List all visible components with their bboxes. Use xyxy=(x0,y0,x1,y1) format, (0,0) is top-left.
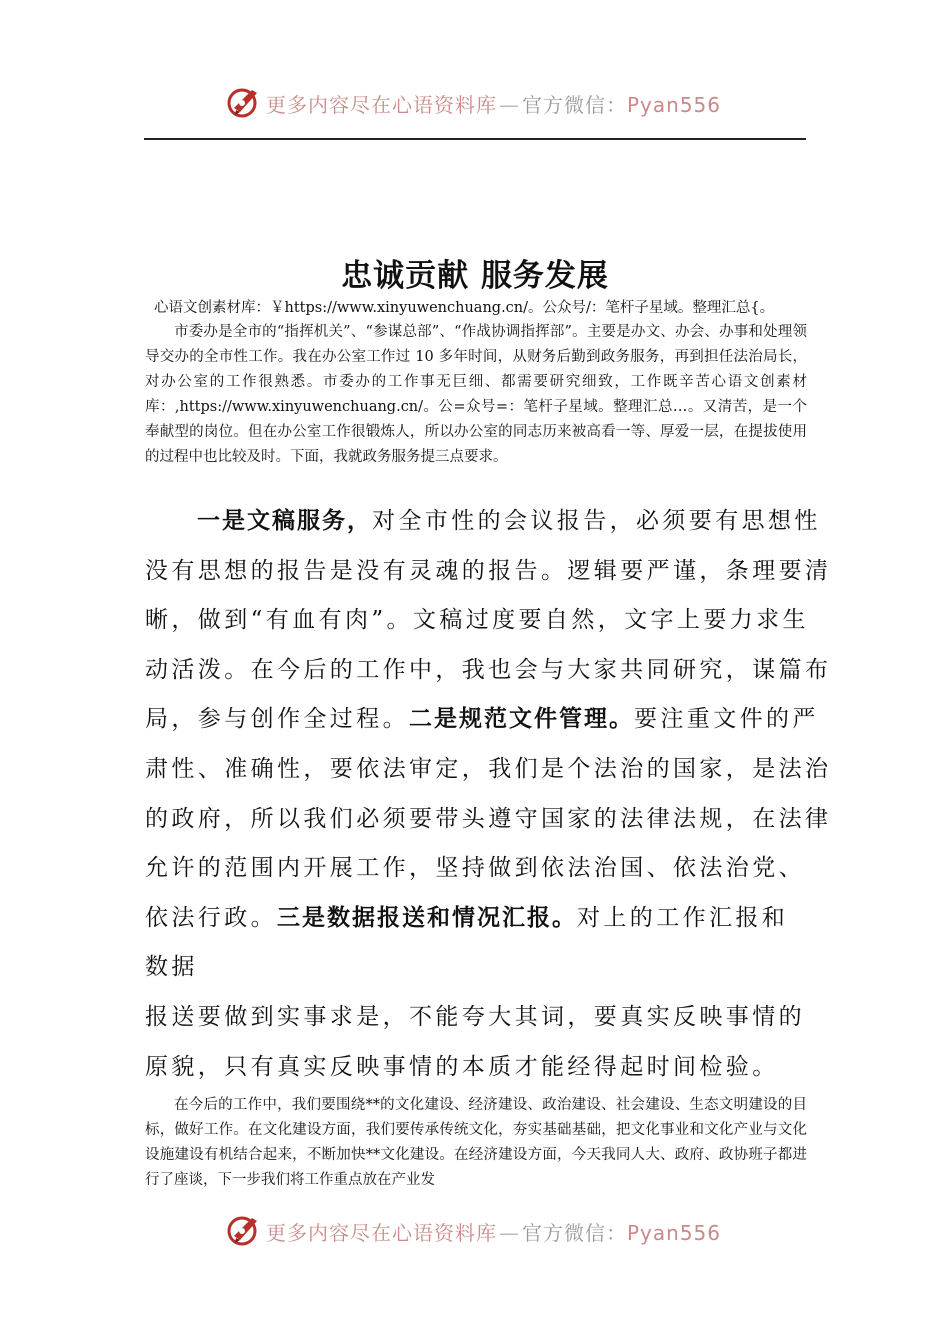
banner-text-cn: 更多内容尽在心语资料库 xyxy=(266,1221,497,1245)
banner-separator: — xyxy=(499,1221,520,1245)
pen-logo-icon xyxy=(226,84,262,120)
point-two-heading: 二是规范文件管理。 xyxy=(409,706,634,733)
body-line: 允许的范围内开展工作，坚持做到依法治国、依法治党、 xyxy=(145,855,805,882)
banner-text-cn: 更多内容尽在心语资料库 xyxy=(266,93,497,117)
body-text: 局，参与创作全过程。 xyxy=(145,706,409,733)
banner-separator: — xyxy=(499,93,520,117)
point-one-heading: 一是文稿服务， xyxy=(197,508,372,534)
body-line xyxy=(145,894,810,944)
point-three-heading: 三是数据报送和情况汇报。 xyxy=(277,904,577,931)
body-line: 没有思想的报告是没有灵魂的报告。逻辑要严谨，条理要清 xyxy=(145,557,832,584)
source-line: 心语文创素材库：￥https://www.xinyuwenchuang.cn/。公众号/：笔杆子星域。整理汇总{。 xyxy=(154,300,775,316)
outro-text: 在今后的工作中，我们要围绕**的文化建设、经济建设、政治建设、社会建设、生态文明建设的目标，做好工作。在文化建设方面，我们要传承传统文化，夯实基础基础，把文化事业和文化产业与文化设施建设有机结合起来，不断加快**文化建设。在经济建设方面，今天我同人大、政府、政协班子都进行了座谈，下一步我们将工作重点放在产业发 xyxy=(145,1097,807,1188)
footer-banner xyxy=(0,1206,950,1256)
banner-wechat-id: Pyan556 xyxy=(627,1221,722,1245)
banner-text xyxy=(266,89,721,118)
banner-wechat-label: 官方微信： xyxy=(522,1221,627,1245)
header-rule xyxy=(144,138,806,140)
document-title: 忠诚贡献 服务发展 xyxy=(341,258,609,294)
header-banner xyxy=(0,78,950,128)
body-line: 晰，做到“有血有肉”。文稿过度要自然，文字上要力求生 xyxy=(145,607,809,634)
body-text: 对上的工作汇报和 xyxy=(577,904,789,931)
body-text: 依法行政。 xyxy=(145,904,277,931)
outro-paragraph xyxy=(145,1093,807,1193)
body-line: 动活泼。在今后的工作中，我也会与大家共同研究，谋篇布 xyxy=(145,656,832,683)
banner-wechat-id: Pyan556 xyxy=(627,93,722,117)
pen-logo-icon xyxy=(226,1212,262,1248)
intro-paragraph xyxy=(145,320,807,470)
body-line: 肃性、准确性，要依法审定，我们是个法治的国家，是法治 xyxy=(145,755,832,782)
body-text: 对全市性的会议报告，必须要有思想性 xyxy=(372,508,821,534)
body-line xyxy=(145,695,819,745)
intro-text: 市委办是全市的“指挥机关”、“参谋总部”、“作战协调指挥部”。主要是办文、办会、办事和处理领导交办的全市性工作。我在办公室工作过 10 多年时间，从财务后勤到政务服务，再到担任法治局长，对办公室的工作很熟悉。市委办的工作事无巨细、都需要研究细致，工作既辛苦心语文创素材库：,https://www.xinyuwenchuang.cn/。公=众号=：笔杆子星域。整理汇总…。又清苦，是一个奉献型的岗位。但在办公室工作很锻炼人，所以办公室的同志历来被高看一等、厚爱一层，在提拔使用的过程中也比较及时。下面，我就政务服务提三点要求。 xyxy=(145,324,807,465)
body-line xyxy=(145,497,821,547)
body-line: 数据 xyxy=(145,954,198,981)
body-line: 原貌，只有真实反映事情的本质才能经得起时间检验。 xyxy=(145,1053,779,1080)
banner-text xyxy=(266,1217,721,1246)
body-line: 的政府，所以我们必须要带头遵守国家的法律法规，在法律 xyxy=(145,805,832,832)
body-line: 报送要做到实事求是，不能夸大其词，要真实反映事情的 xyxy=(145,1003,805,1030)
body-text: 要注重文件的严 xyxy=(634,706,819,733)
main-body xyxy=(145,497,832,1092)
banner-wechat-label: 官方微信： xyxy=(522,93,627,117)
